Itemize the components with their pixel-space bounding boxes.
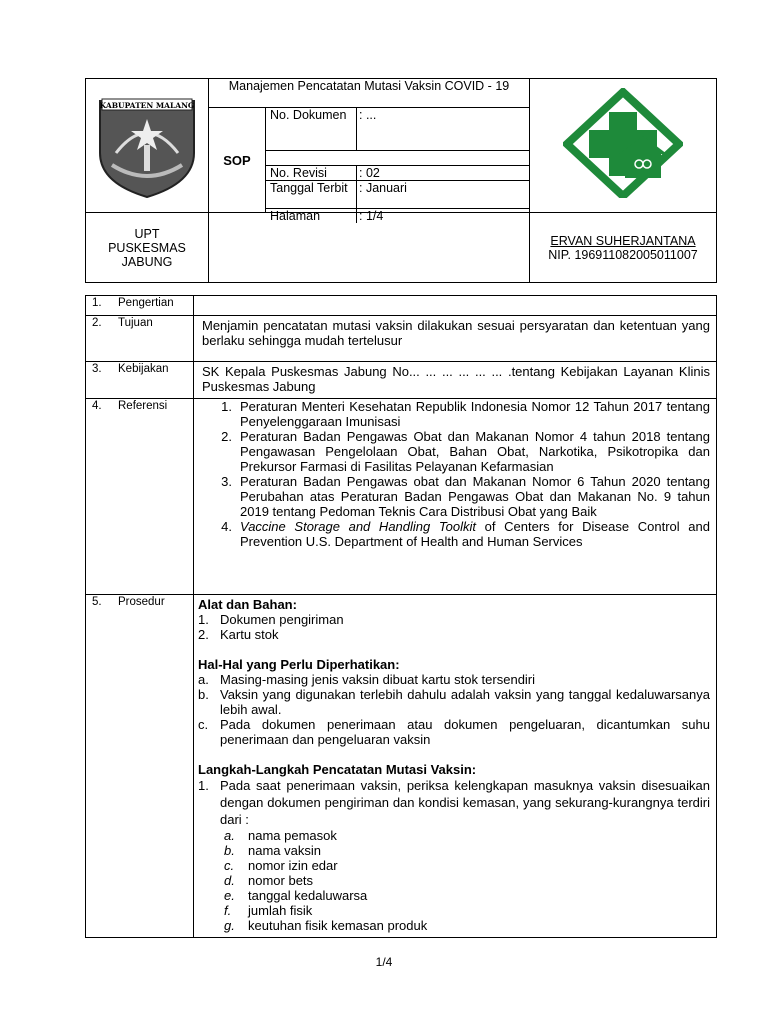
signer-cell <box>530 213 717 283</box>
sop-label: SOP <box>209 108 266 212</box>
list-item: 1. Dokumen pengiriman <box>198 612 344 627</box>
signer-nip: NIP. 196911082005011007 <box>548 247 698 262</box>
regency-label: KABUPATEN MALANG <box>99 101 195 110</box>
field-row: No. Dokumen : ... <box>266 108 529 151</box>
list-item: e. tanggal kedaluwarsa <box>224 888 368 903</box>
logo-cell <box>86 79 209 213</box>
page-number: 1/4 <box>375 955 393 969</box>
unit-cell <box>86 213 209 283</box>
field-row: No. Revisi : 02 <box>266 166 529 181</box>
referensi-list <box>194 399 716 553</box>
field-row: Halaman : 1/4 <box>266 209 529 223</box>
header-table <box>85 78 717 283</box>
doc-title: Manajemen Pencatatan Mutasi Vaksin COVID - 19 <box>209 79 529 108</box>
kabupaten-malang-emblem-icon <box>86 83 208 203</box>
kebijakan-text: SK Kepala Puskesmas Jabung No... ... ... ... ... ... .tentang Kebijakan Layanan Klinis Puskesmas Jabung <box>202 364 710 394</box>
list-item: b. nama vaksin <box>224 843 321 858</box>
signer-name: ERVAN SUHERJANTANA <box>550 233 696 248</box>
langkah-heading: Langkah-Langkah Pencatatan Mutasi Vaksin: <box>198 762 477 777</box>
list-item: 1. Peraturan Menteri Kesehatan Republik Indonesia Nomor 12 Tahun 2017 tentang Penyelenggaraan Imunisasi <box>221 399 710 429</box>
list-item: a. Masing-masing jenis vaksin dibuat kartu stok tersendiri <box>198 672 536 687</box>
kebijakan-label: 3. Kebijakan <box>92 363 169 375</box>
list-item: a. nama pemasok <box>224 828 337 843</box>
prosedur-content <box>194 595 716 937</box>
puskesmas-logo-icon <box>563 88 683 198</box>
referensi-label: 4. Referensi <box>92 400 168 412</box>
list-item: c. Pada dokumen penerimaan atau dokumen pengeluaran, dicantumkan suhu penerimaan dan pengeluaran vaksin <box>198 717 710 747</box>
hal-heading: Hal-Hal yang Perlu Diperhatikan: <box>198 657 400 672</box>
content-table <box>85 295 717 938</box>
pengertian-label: 1. Pengertian <box>92 297 174 309</box>
tujuan-label: 2. Tujuan <box>92 317 153 329</box>
list-item: 1. Pada saat penerimaan vaksin, periksa kelengkapan masuknya vaksin disesuaikan dengan dokumen pengiriman dan kondisi kemasan, yang sekurang-kurangnya terdiri dari : <box>198 778 710 827</box>
title-block <box>209 79 530 223</box>
toolkit-title: Vaccine Storage and Handling Toolkit <box>240 519 476 534</box>
list-item: 4. Vaccine Storage and Handling Toolkit of Centers for Disease Control and Prevention U.S. Department of Health and Human Services <box>221 519 710 549</box>
unit-name: UPT PUSKESMAS JABUNG <box>108 226 186 269</box>
list-item: f. jumlah fisik <box>224 903 313 918</box>
list-item: d. nomor bets <box>224 873 314 888</box>
list-item: b. Vaksin yang digunakan terlebih dahulu adalah vaksin yang tanggal kedaluwarsanya lebih awal. <box>198 687 710 717</box>
list-item: 2. Peraturan Badan Pengawas Obat dan Makanan Nomor 4 tahun 2018 tentang Pengawasan Pengelolaan Obat, Bahan Obat, Narkotika, Psikotropika dan Prekursor Farmasi di Fasilitas Pelayanan Kefarmasian <box>221 429 710 474</box>
list-item: 3. Peraturan Badan Pengawas obat dan Makanan Nomor 6 Tahun 2020 tentang Perubahan atas Peraturan Badan Pengawas Obat dan Makanan No. 9 tahun 2019 tentang Pedoman Teknis Cara Distribusi Obat yang Baik <box>221 474 710 519</box>
list-item: c. nomor izin edar <box>224 858 338 873</box>
list-item: g. keutuhan fisik kemasan produk <box>224 918 428 933</box>
tujuan-text: Menjamin pencatatan mutasi vaksin dilakukan sesuai persyaratan dan ketentuan yang berlaku sehingga mudah tertelusur <box>202 318 710 348</box>
prosedur-label: 5. Prosedur <box>92 596 165 608</box>
field-row: Tanggal Terbit : Januari <box>266 181 529 209</box>
alat-heading: Alat dan Bahan: <box>198 597 297 612</box>
list-item: 2. Kartu stok <box>198 627 279 642</box>
puskesmas-logo-cell <box>530 79 717 213</box>
